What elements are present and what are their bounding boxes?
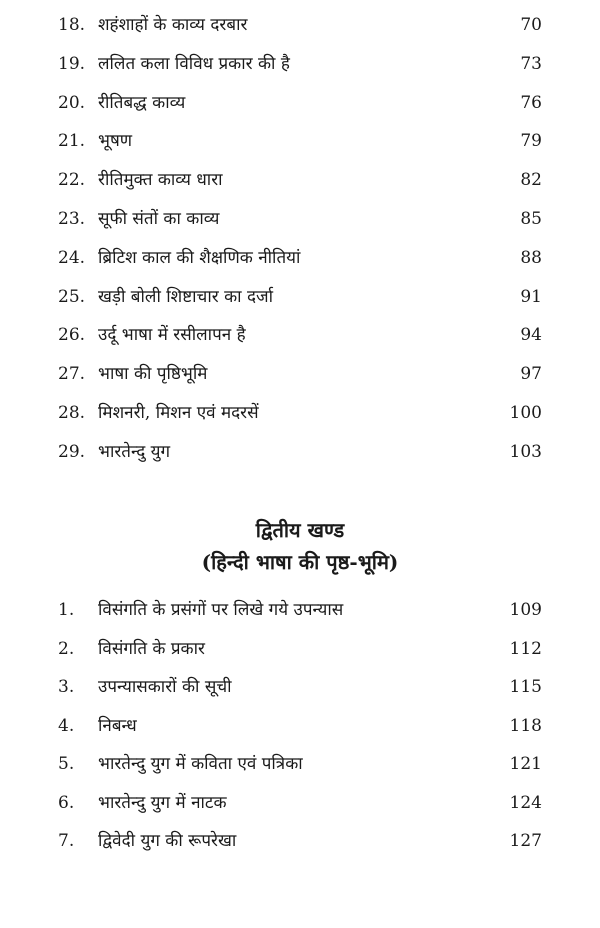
entry-title: भाषा की पृष्ठिभूमि bbox=[98, 364, 208, 385]
toc-entry bbox=[0, 167, 600, 206]
entry-title: भारतेन्दु युग में नाटक bbox=[98, 792, 227, 813]
entry-page: 91 bbox=[520, 286, 542, 307]
entry-title: ललित कला विविध प्रकार की है bbox=[98, 53, 290, 74]
entry-title: उर्दू भाषा में रसीलापन है bbox=[98, 325, 246, 346]
section-heading: द्वितीय खण्ड bbox=[255, 518, 345, 542]
entry-page: 97 bbox=[520, 364, 542, 385]
entry-title: शहंशाहों के काव्य दरबार bbox=[98, 15, 248, 35]
entry-title: मिशनरी, मिशन एवं मदरसें bbox=[98, 402, 259, 423]
entry-title: ब्रिटिश काल की शैक्षणिक नीतियां bbox=[98, 247, 301, 268]
entry-page: 70 bbox=[520, 15, 542, 35]
entry-title: भारतेन्दु युग में कविता एवं पत्रिका bbox=[98, 754, 303, 774]
entry-number: 21. bbox=[58, 131, 86, 152]
toc-list-part1 bbox=[0, 12, 600, 478]
entry-title: रीतिबद्ध काव्य bbox=[98, 92, 186, 113]
entry-number: 18. bbox=[58, 15, 86, 35]
entry-number: 4. bbox=[58, 715, 75, 736]
entry-title: खड़ी बोली शिष्टाचार का दर्जा bbox=[98, 286, 274, 307]
entry-page: 103 bbox=[509, 441, 542, 462]
entry-number: 2. bbox=[58, 638, 75, 659]
entry-title: द्विवेदी युग की रूपरेखा bbox=[98, 831, 237, 851]
entry-number: 23. bbox=[58, 208, 86, 229]
entry-title: निबन्ध bbox=[98, 715, 137, 736]
entry-number: 25. bbox=[58, 286, 86, 307]
entry-page: 112 bbox=[509, 638, 542, 659]
toc-entry bbox=[0, 322, 600, 361]
entry-title: विसंगति के प्रकार bbox=[98, 638, 205, 659]
entry-number: 22. bbox=[58, 170, 86, 191]
entry-number: 1. bbox=[58, 600, 75, 620]
toc-entry bbox=[0, 361, 600, 400]
entry-page: 76 bbox=[520, 92, 542, 113]
entry-page: 79 bbox=[520, 131, 542, 152]
entry-page: 73 bbox=[520, 53, 542, 74]
entry-title: रीतिमुक्त काव्य धारा bbox=[98, 170, 223, 191]
toc-entry bbox=[0, 90, 600, 129]
entry-number: 27. bbox=[58, 364, 86, 385]
entry-page: 109 bbox=[509, 600, 542, 620]
entry-number: 19. bbox=[58, 53, 86, 74]
entry-number: 26. bbox=[58, 325, 86, 346]
entry-number: 20. bbox=[58, 92, 86, 113]
toc-entry bbox=[0, 284, 600, 323]
entry-number: 24. bbox=[58, 247, 86, 268]
toc-entry bbox=[0, 790, 600, 829]
entry-page: 118 bbox=[509, 715, 542, 736]
entry-number: 28. bbox=[58, 402, 86, 423]
entry-page: 88 bbox=[520, 247, 542, 268]
entry-title: भूषण bbox=[98, 131, 133, 152]
toc-list-part2 bbox=[0, 597, 600, 867]
entry-page: 100 bbox=[509, 402, 542, 423]
entry-number: 29. bbox=[58, 441, 86, 462]
section-subheading: (हिन्दी भाषा की पृष्ठ-भूमि) bbox=[201, 550, 399, 574]
toc-entry bbox=[0, 51, 600, 90]
toc-entry bbox=[0, 245, 600, 284]
toc-entry bbox=[0, 828, 600, 867]
toc-entry bbox=[0, 713, 600, 752]
toc-entry bbox=[0, 751, 600, 790]
entry-number: 7. bbox=[58, 831, 75, 851]
entry-page: 115 bbox=[509, 677, 542, 697]
toc-entry bbox=[0, 400, 600, 439]
entry-page: 82 bbox=[520, 170, 542, 191]
entry-number: 6. bbox=[58, 792, 75, 813]
toc-entry bbox=[0, 206, 600, 245]
toc-entry bbox=[0, 674, 600, 713]
toc-entry bbox=[0, 597, 600, 636]
entry-title: भारतेन्दु युग bbox=[98, 441, 171, 462]
entry-title: उपन्यासकारों की सूची bbox=[98, 677, 232, 697]
entry-page: 121 bbox=[509, 754, 542, 774]
toc-entry bbox=[0, 636, 600, 675]
entry-page: 124 bbox=[509, 792, 542, 813]
toc-entry bbox=[0, 128, 600, 167]
entry-number: 3. bbox=[58, 677, 75, 697]
entry-number: 5. bbox=[58, 754, 75, 774]
toc-entry bbox=[0, 12, 600, 51]
entry-title: सूफी संतों का काव्य bbox=[98, 208, 220, 229]
entry-title: विसंगति के प्रसंगों पर लिखे गये उपन्यास bbox=[98, 600, 344, 620]
entry-page: 85 bbox=[520, 208, 542, 229]
toc-entry bbox=[0, 439, 600, 478]
entry-page: 127 bbox=[509, 831, 542, 851]
entry-page: 94 bbox=[520, 325, 542, 346]
